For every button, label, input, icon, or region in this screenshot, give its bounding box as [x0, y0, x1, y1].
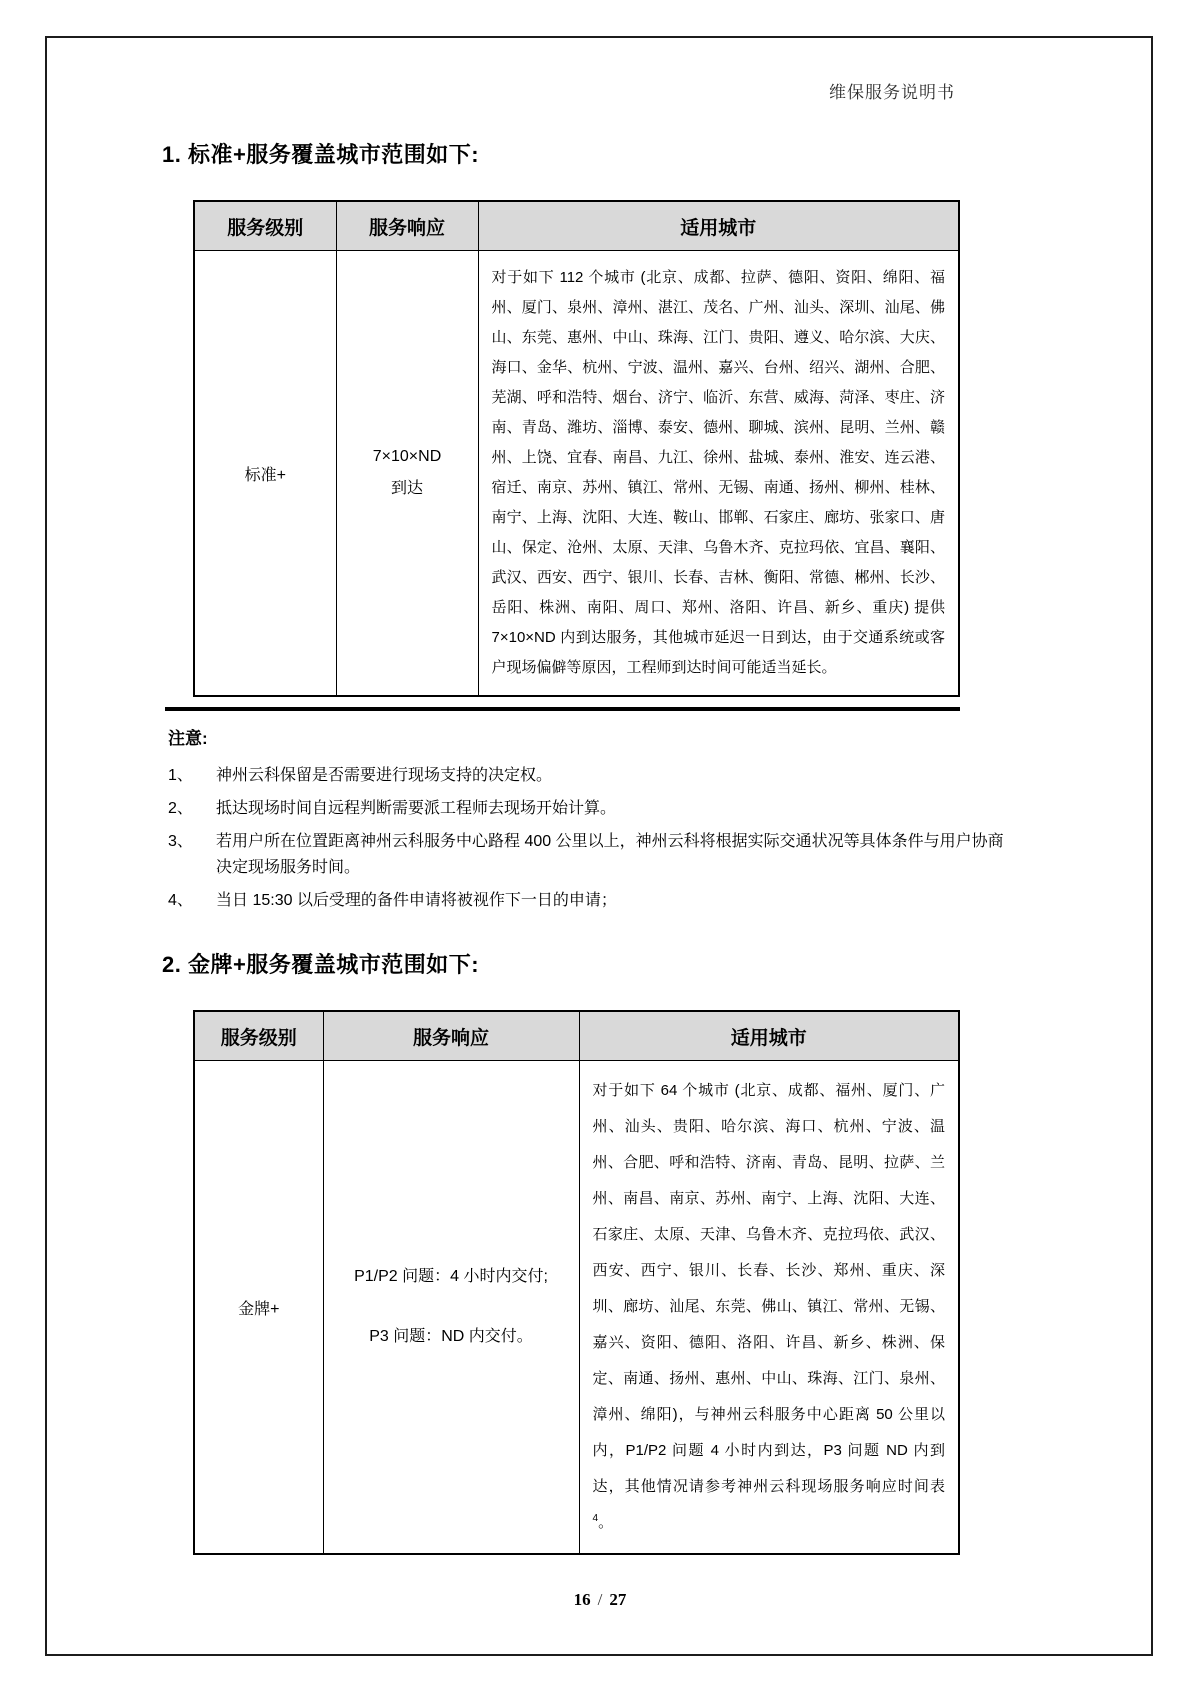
note-item — [168, 763, 1016, 789]
service-level-cell: 金牌+ — [194, 1061, 323, 1555]
table-row — [194, 251, 959, 697]
cities-text-end: 。 — [598, 1514, 614, 1531]
col-header-service-level: 服务级别 — [194, 1011, 323, 1061]
page-total: 27 — [609, 1590, 627, 1609]
table-header-row — [194, 201, 959, 251]
note-text: 神州云科保留是否需要进行现场支持的决定权。 — [216, 767, 553, 784]
service-level-cell: 标准+ — [194, 251, 336, 697]
cities-paragraph — [593, 1073, 946, 1541]
col-header-applicable-cities: 适用城市 — [478, 201, 959, 251]
gold-service-table — [193, 1010, 960, 1555]
note-number: 2、 — [168, 800, 193, 817]
note-text: 若用户所在位置距离神州云科服务中心路程 400 公里以上，神州云科将根据实际交通状况等具体条件与用户协商决定现场服务时间。 — [216, 833, 1004, 876]
note-number: 3、 — [168, 833, 193, 850]
response-line-1: 7×10×ND — [372, 448, 442, 465]
note-item — [168, 829, 1016, 881]
table-row — [194, 1061, 959, 1555]
note-item — [168, 796, 1016, 822]
service-response-cell — [323, 1061, 579, 1555]
doc-header-title: 维保服务说明书 — [829, 83, 955, 102]
section1-heading: 1. 标准+服务覆盖城市范围如下: — [162, 142, 480, 167]
page-number: 16 — [573, 1590, 591, 1609]
note-item — [168, 888, 1016, 914]
page-number-separator: / — [597, 1590, 603, 1609]
response-line-2: 到达 — [390, 480, 423, 497]
note-number: 4、 — [168, 892, 193, 909]
applicable-cities-cell — [478, 251, 959, 697]
response-line-1: P1/P2 问题：4 小时内交付; — [354, 1268, 548, 1285]
footnote-marker: 4 — [592, 1513, 599, 1524]
cities-text: 对于如下 64 个城市 (北京、成都、福州、厦门、广州、汕头、贵阳、哈尔滨、海口、杭州、宁波、温州、合肥、呼和浩特、济南、青岛、昆明、拉萨、兰州、南昌、南京、苏州、南宁、上海、沈阳、大连、石家庄、太原、天津、乌鲁木齐、克拉玛依、武汉、西安、西宁、银川、长春、长沙、郑州、重庆、深圳、廊坊、汕尾、东莞、佛山、镇江、常州、无锡、嘉兴、资阳、德阳、洛阳、许昌、新乡、株洲、保定、南通、扬州、惠州、中山、珠海、江门、泉州、漳州、绵阳)，与神州云科服务中心距离 50 公里以内，P1/P2 问题 4 小时内到达，P3 问题 ND 内到达，其他情况请参考神州云科现场服务响应时间表 — [592, 1082, 945, 1495]
note-number: 1、 — [168, 767, 193, 784]
page-footer — [0, 1590, 1200, 1610]
standard-service-table — [193, 200, 960, 697]
response-line-2: P3 问题：ND 内交付。 — [369, 1328, 533, 1345]
note-text: 当日 15:30 以后受理的备件申请将被视作下一日的申请； — [216, 892, 617, 909]
section2-heading: 2. 金牌+服务覆盖城市范围如下: — [162, 952, 480, 977]
cities-paragraph: 对于如下 112 个城市 (北京、成都、拉萨、德阳、资阳、绵阳、福州、厦门、泉州、漳州、湛江、茂名、广州、汕头、深圳、汕尾、佛山、东莞、惠州、中山、珠海、江门、贵阳、遵义、哈尔滨、大庆、海口、金华、杭州、宁波、温州、嘉兴、台州、绍兴、湖州、合肥、芜湖、呼和浩特、烟台、济宁、临沂、东营、威海、菏泽、枣庄、济南、青岛、潍坊、淄博、泰安、德州、聊城、滨州、昆明、兰州、赣州、上饶、宜春、南昌、九江、徐州、盐城、泰州、淮安、连云港、宿迁、南京、苏州、镇江、常州、无锡、南通、扬州、柳州、桂林、南宁、上海、沈阳、大连、鞍山、邯郸、石家庄、廊坊、张家口、唐山、保定、沧州、太原、天津、乌鲁木齐、克拉玛依、宜昌、襄阳、武汉、西安、西宁、银川、长春、吉林、衡阳、常德、郴州、长沙、岳阳、株洲、南阳、周口、郑州、洛阳、许昌、新乡、重庆) 提供 7×10×ND 内到达服务，其他城市延迟一日到达，由于交通系统或客户现场偏僻等原因，工程师到达时间可能适当延长。 — [491, 269, 945, 676]
service-response-cell — [336, 251, 478, 697]
applicable-cities-cell — [579, 1061, 959, 1555]
col-header-service-level: 服务级别 — [194, 201, 336, 251]
col-header-service-response: 服务响应 — [336, 201, 478, 251]
col-header-service-response: 服务响应 — [323, 1011, 579, 1061]
col-header-applicable-cities: 适用城市 — [579, 1011, 959, 1061]
notes-divider-rule — [165, 707, 960, 711]
notes-title: 注意: — [168, 729, 208, 748]
notes-section — [168, 724, 1016, 921]
note-text: 抵达现场时间自远程判断需要派工程师去现场开始计算。 — [216, 800, 617, 817]
table-header-row — [194, 1011, 959, 1061]
